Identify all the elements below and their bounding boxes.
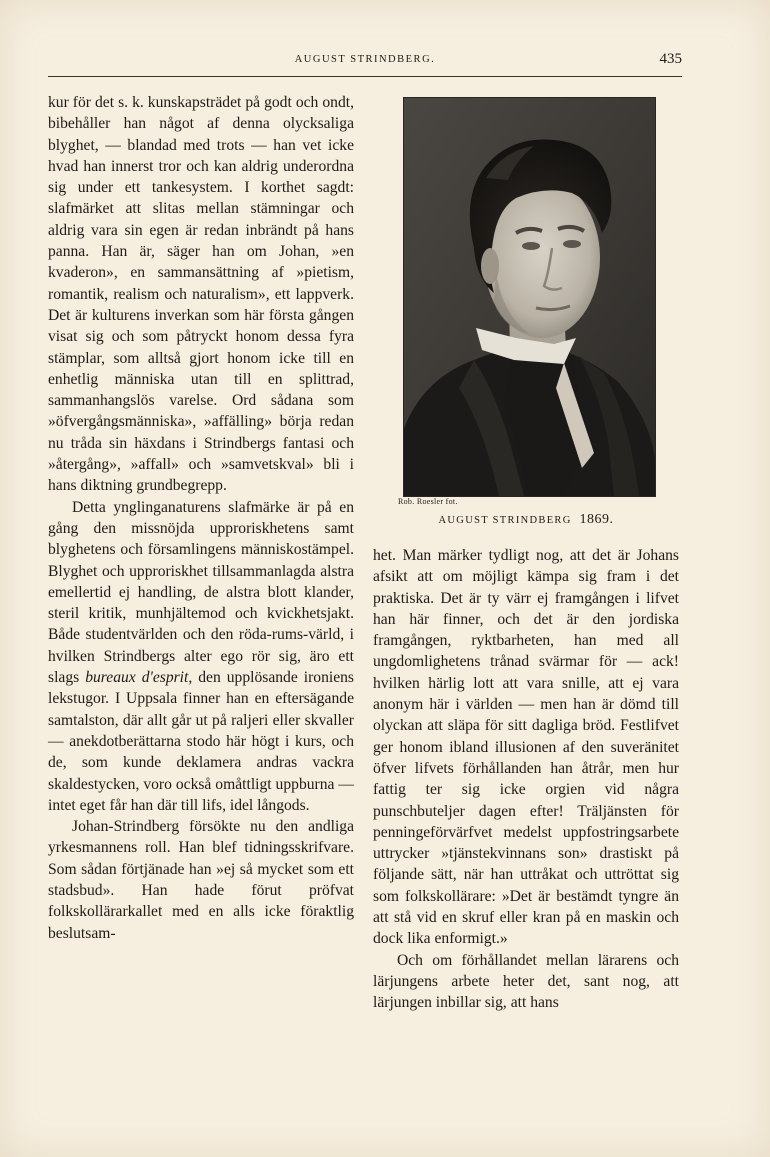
caption-text: AUGUST STRINDBERG: [438, 515, 572, 526]
right-column: [373, 545, 679, 1014]
paragraph: [48, 497, 354, 816]
text-run: Detta ynglinganaturens slafmärke är på en gång den missnöjda upproriskhetens samt blyghetens och församlingens människostämpel. Blyghet och upproriskhet tillsammanlagda alstra emellertid ej handling, de alstra blott klander, steril kritik, munhjältemod och kvickhetsjakt. Både studentvärlden och den röda-rums-värld, i hvilken Strindbergs alter ego rör sig, äro ett slags: [48, 498, 354, 687]
page-number: 435: [659, 51, 682, 67]
caption-year: 1869.: [579, 512, 614, 527]
page-header: [48, 46, 682, 77]
paragraph: Johan-Strindberg försökte nu den andliga yrkesmannens roll. Han blef tidningsskrifvare. Som sådan förtjänade han »ej så mycket som ett stadsbud». Han hade förut pröfvat folkskollärarkallet med en alls icke föraktlig beslutsam-: [48, 818, 354, 942]
running-head: AUGUST STRINDBERG.: [294, 54, 436, 65]
paragraph: Och om förhållandet mellan lärarens och lärjungens arbete heter det, sant nog, att lärjungen inbillar sig, att hans: [373, 951, 679, 1012]
portrait-image: [404, 98, 655, 496]
paragraph: het. Man märker tydligt nog, att det är Johans afsikt att om möjligt kämpa sig fram i det praktiska. Det är ty värr ej framgången i lifvet han här finner, och det är den jordiska framgången, ryktbarheten, han med all ungdomlighetens trånad svärmar för — ack! hvilken härlig lott att vara snille, att ej vara anonym här i världen — men han är dömd till olyckan att släpa för sitt dagliga bröd. Festlifvet ger honom ibland illusionen af den suveränitet öfver lifvets förhållanden han åtrår, men hur fattig ter sig icke orgien vid några punschbuteljer dagen efter! Träljänsten för penningeförvärfvet medelst uppfostringsarbete uttrycker »tjänstekvinnans son» drastiskt på följande sätt, när han uttråkat och uttröttat sig som folkskollärare: »Det är bestämdt tyngre än att stå vid en skruf eller kran på en maskin och dock lika enformigt.»: [373, 547, 679, 948]
text-run: den upplösande ironiens lekstugor. I Uppsala finner han en eftersägande samtalston, där allt går ut på raljeri eller skvaller — anekdotberättarna stodo här högt i kurs, och de, som kunde deklamera andras vackra skaldestycken, voro också omåttligt uppburna — intet eget får han där till lifs, idel långods.: [48, 669, 355, 814]
left-column: [48, 92, 354, 944]
figure-caption: [373, 512, 679, 528]
photo-credit: Rob. Roesler fot.: [398, 497, 458, 506]
paragraph: kur för det s. k. kunskapsträdet på godt och ondt, bibehåller han något af denna olycksaliga blyghet, — blandad med trots — han vet icke hvad han innerst tror och kan aldrig underordna sig under ett tankesystem. I korthet sagdt: slafmärket att slitas mellan stämningar och aldrig vara sin egen är redan inbrändt på hans panna. Han är, säger han om Johan, »en kvaderon», en sammansättning af »pietism, romantik, realism och naturalism», ett lappverk. Det är kulturens inverkan som här första gången visat sig och som påtryckt honom dessa fyra stämplar, som alltså gjort honom icke till en enhetlig människa utan till en splittrad, sammanhangslös varelse. Ord sådana som »öfvergångsmänniska», »affälling» börja redan nu tråda sin häxdans i Strindbergs fantasi och »återgång», »affall» och »samvetskval» bli i hans diktning grundbegrepp.: [48, 94, 354, 495]
portrait-photo: [403, 97, 656, 497]
italic-phrase: bureaux d'esprit,: [85, 669, 193, 687]
